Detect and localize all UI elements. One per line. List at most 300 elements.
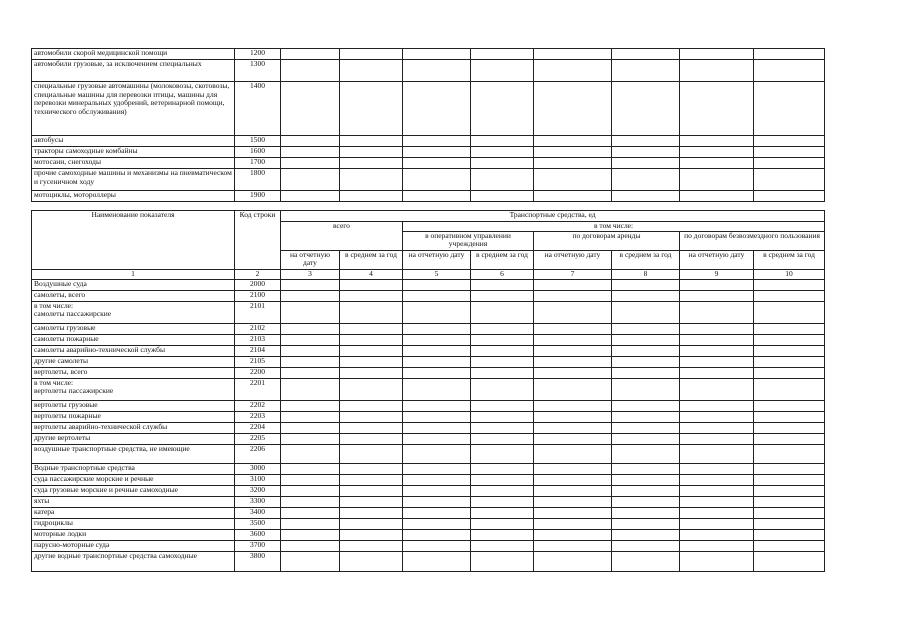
value-cell[interactable]	[340, 147, 403, 158]
value-cell[interactable]	[754, 551, 825, 571]
value-cell[interactable]	[534, 551, 612, 571]
value-cell[interactable]	[403, 49, 471, 60]
value-cell[interactable]	[754, 323, 825, 334]
value-cell[interactable]	[403, 136, 471, 147]
value-cell[interactable]	[340, 158, 403, 169]
value-cell[interactable]	[281, 518, 340, 529]
value-cell[interactable]	[534, 367, 612, 378]
indicator-name-cell: парусно-моторные суда	[32, 540, 235, 551]
value-cell[interactable]	[534, 60, 612, 82]
value-cell[interactable]	[534, 334, 612, 345]
value-cell[interactable]	[680, 518, 754, 529]
value-cell[interactable]	[534, 279, 612, 290]
value-cell[interactable]	[340, 400, 403, 411]
value-cell[interactable]	[281, 507, 340, 518]
table-row	[32, 290, 825, 301]
value-cell[interactable]	[680, 540, 754, 551]
indicator-name-cell: самолеты аварийно-технической службы	[32, 345, 235, 356]
value-cell[interactable]	[612, 433, 680, 444]
value-cell[interactable]	[612, 279, 680, 290]
value-cell[interactable]	[680, 290, 754, 301]
table-row	[32, 411, 825, 422]
row-code-cell: 2204	[235, 422, 281, 433]
value-cell[interactable]	[471, 191, 534, 202]
value-cell[interactable]	[340, 323, 403, 334]
value-cell[interactable]	[340, 356, 403, 367]
value-cell[interactable]	[680, 529, 754, 540]
value-cell[interactable]	[680, 191, 754, 202]
value-cell[interactable]	[340, 82, 403, 136]
value-cell[interactable]	[680, 378, 754, 400]
value-cell[interactable]	[471, 323, 534, 334]
value-cell[interactable]	[403, 444, 471, 463]
value-cell[interactable]	[281, 60, 340, 82]
row-code-cell: 2201	[235, 378, 281, 400]
value-cell[interactable]	[471, 158, 534, 169]
indicator-name-cell: автомобили скорой медицинской помощи	[32, 49, 235, 60]
value-cell[interactable]	[754, 158, 825, 169]
value-cell[interactable]	[612, 529, 680, 540]
value-cell[interactable]	[281, 279, 340, 290]
value-cell[interactable]	[754, 463, 825, 474]
value-cell[interactable]	[680, 474, 754, 485]
value-cell[interactable]	[403, 551, 471, 571]
row-code-cell: 3000	[235, 463, 281, 474]
table-row	[32, 191, 825, 202]
indicator-name-cell: автобусы	[32, 136, 235, 147]
value-cell[interactable]	[680, 147, 754, 158]
value-cell[interactable]	[754, 518, 825, 529]
value-cell[interactable]	[340, 507, 403, 518]
value-cell[interactable]	[534, 191, 612, 202]
value-cell[interactable]	[612, 367, 680, 378]
indicator-name-cell: в том числе: самолеты пассажирские	[32, 301, 235, 323]
value-cell[interactable]	[471, 378, 534, 400]
value-cell[interactable]	[403, 82, 471, 136]
value-cell[interactable]	[403, 345, 471, 356]
value-cell[interactable]	[754, 290, 825, 301]
value-cell[interactable]	[680, 279, 754, 290]
value-cell[interactable]	[612, 191, 680, 202]
value-cell[interactable]	[403, 158, 471, 169]
value-cell[interactable]	[612, 496, 680, 507]
value-cell[interactable]	[754, 356, 825, 367]
value-cell[interactable]	[680, 323, 754, 334]
value-cell[interactable]	[340, 518, 403, 529]
value-cell[interactable]	[281, 367, 340, 378]
value-cell[interactable]	[340, 474, 403, 485]
value-cell[interactable]	[534, 540, 612, 551]
value-cell[interactable]	[340, 169, 403, 191]
value-cell[interactable]	[534, 400, 612, 411]
value-cell[interactable]	[471, 422, 534, 433]
value-cell[interactable]	[754, 82, 825, 136]
value-cell[interactable]	[534, 433, 612, 444]
value-cell[interactable]	[680, 433, 754, 444]
value-cell[interactable]	[680, 400, 754, 411]
value-cell[interactable]	[754, 485, 825, 496]
value-cell[interactable]	[471, 356, 534, 367]
value-cell[interactable]	[281, 169, 340, 191]
table-row	[32, 279, 825, 290]
value-cell[interactable]	[340, 496, 403, 507]
value-cell[interactable]	[340, 290, 403, 301]
indicator-name-cell: Водные транспортные средства	[32, 463, 235, 474]
value-cell[interactable]	[680, 367, 754, 378]
value-cell[interactable]	[754, 345, 825, 356]
value-cell[interactable]	[471, 444, 534, 463]
value-cell[interactable]	[612, 158, 680, 169]
value-cell[interactable]	[403, 356, 471, 367]
main-table-body	[32, 279, 825, 571]
indicator-name-cell: прочие самоходные машины и механизмы на пневматическом и гусеничном ходу	[32, 169, 235, 191]
value-cell[interactable]	[754, 136, 825, 147]
value-cell[interactable]	[612, 82, 680, 136]
value-cell[interactable]	[471, 485, 534, 496]
table-row	[32, 356, 825, 367]
value-cell[interactable]	[680, 82, 754, 136]
value-cell[interactable]	[340, 367, 403, 378]
value-cell[interactable]	[612, 422, 680, 433]
value-cell[interactable]	[281, 540, 340, 551]
table-row	[32, 496, 825, 507]
value-cell[interactable]	[471, 507, 534, 518]
value-cell[interactable]	[612, 323, 680, 334]
value-cell[interactable]	[612, 169, 680, 191]
transport-means-table	[31, 210, 825, 572]
value-cell[interactable]	[403, 400, 471, 411]
value-cell[interactable]	[471, 529, 534, 540]
value-cell[interactable]	[403, 463, 471, 474]
value-cell[interactable]	[680, 496, 754, 507]
value-cell[interactable]	[281, 323, 340, 334]
value-cell[interactable]	[754, 334, 825, 345]
header-lease: по договорам аренды	[534, 231, 680, 250]
value-cell[interactable]	[680, 422, 754, 433]
value-cell[interactable]	[471, 136, 534, 147]
row-code-cell: 1200	[235, 49, 281, 60]
value-cell[interactable]	[754, 400, 825, 411]
value-cell[interactable]	[754, 60, 825, 82]
value-cell[interactable]	[403, 411, 471, 422]
value-cell[interactable]	[680, 444, 754, 463]
table-row	[32, 49, 825, 60]
table-header	[32, 211, 825, 280]
value-cell[interactable]	[612, 463, 680, 474]
value-cell[interactable]	[471, 411, 534, 422]
value-cell[interactable]	[612, 136, 680, 147]
value-cell[interactable]	[340, 540, 403, 551]
table-row	[32, 323, 825, 334]
row-code-cell: 2202	[235, 400, 281, 411]
value-cell[interactable]	[403, 60, 471, 82]
indicator-name-cell: самолеты пожарные	[32, 334, 235, 345]
value-cell[interactable]	[680, 49, 754, 60]
value-cell[interactable]	[754, 147, 825, 158]
value-cell[interactable]	[754, 529, 825, 540]
indicator-name-cell: вертолеты грузовые	[32, 400, 235, 411]
value-cell[interactable]	[340, 334, 403, 345]
value-cell[interactable]	[612, 60, 680, 82]
value-cell[interactable]	[403, 474, 471, 485]
value-cell[interactable]	[754, 496, 825, 507]
value-cell[interactable]	[534, 301, 612, 323]
value-cell[interactable]	[471, 334, 534, 345]
value-cell[interactable]	[612, 147, 680, 158]
header-code-spacer	[235, 250, 281, 269]
value-cell[interactable]	[340, 444, 403, 463]
value-cell[interactable]	[680, 507, 754, 518]
value-cell[interactable]	[754, 49, 825, 60]
table-row	[32, 485, 825, 496]
value-cell[interactable]	[281, 485, 340, 496]
value-cell[interactable]	[340, 191, 403, 202]
value-cell[interactable]	[340, 411, 403, 422]
value-cell[interactable]	[534, 529, 612, 540]
value-cell[interactable]	[612, 400, 680, 411]
value-cell[interactable]	[403, 323, 471, 334]
header-lease-avg-year: в среднем за год	[612, 250, 680, 269]
value-cell[interactable]	[754, 422, 825, 433]
table-row	[32, 433, 825, 444]
table-row	[32, 367, 825, 378]
value-cell[interactable]	[403, 334, 471, 345]
value-cell[interactable]	[534, 485, 612, 496]
value-cell[interactable]	[403, 191, 471, 202]
value-cell[interactable]	[471, 551, 534, 571]
value-cell[interactable]	[281, 463, 340, 474]
value-cell[interactable]	[680, 169, 754, 191]
value-cell[interactable]	[754, 540, 825, 551]
row-code-cell: 1700	[235, 158, 281, 169]
value-cell[interactable]	[340, 279, 403, 290]
value-cell[interactable]	[340, 433, 403, 444]
value-cell[interactable]	[680, 334, 754, 345]
value-cell[interactable]	[680, 463, 754, 474]
value-cell[interactable]	[534, 356, 612, 367]
value-cell[interactable]	[471, 279, 534, 290]
value-cell[interactable]	[534, 444, 612, 463]
value-cell[interactable]	[680, 485, 754, 496]
indicator-name-cell: другие вертолеты	[32, 433, 235, 444]
value-cell[interactable]	[340, 551, 403, 571]
value-cell[interactable]	[281, 474, 340, 485]
value-cell[interactable]	[680, 411, 754, 422]
table-row	[32, 474, 825, 485]
value-cell[interactable]	[403, 507, 471, 518]
value-cell[interactable]	[471, 49, 534, 60]
value-cell[interactable]	[403, 422, 471, 433]
value-cell[interactable]	[340, 378, 403, 400]
value-cell[interactable]	[754, 169, 825, 191]
value-cell[interactable]	[281, 444, 340, 463]
value-cell[interactable]	[340, 301, 403, 323]
value-cell[interactable]	[534, 378, 612, 400]
value-cell[interactable]	[403, 301, 471, 323]
value-cell[interactable]	[612, 444, 680, 463]
value-cell[interactable]	[612, 474, 680, 485]
row-code-cell: 1500	[235, 136, 281, 147]
value-cell[interactable]	[403, 433, 471, 444]
value-cell[interactable]	[471, 345, 534, 356]
value-cell[interactable]	[340, 485, 403, 496]
value-cell[interactable]	[471, 60, 534, 82]
value-cell[interactable]	[534, 345, 612, 356]
value-cell[interactable]	[754, 507, 825, 518]
value-cell[interactable]	[754, 279, 825, 290]
value-cell[interactable]	[612, 485, 680, 496]
value-cell[interactable]	[471, 463, 534, 474]
value-cell[interactable]	[281, 411, 340, 422]
value-cell[interactable]	[281, 191, 340, 202]
value-cell[interactable]	[471, 496, 534, 507]
value-cell[interactable]	[471, 474, 534, 485]
table-row	[32, 136, 825, 147]
indicator-name-cell: яхты	[32, 496, 235, 507]
value-cell[interactable]	[612, 378, 680, 400]
value-cell[interactable]	[281, 136, 340, 147]
value-cell[interactable]	[471, 433, 534, 444]
value-cell[interactable]	[612, 540, 680, 551]
value-cell[interactable]	[281, 422, 340, 433]
value-cell[interactable]	[754, 444, 825, 463]
value-cell[interactable]	[534, 411, 612, 422]
indicator-name-cell: вертолеты, всего	[32, 367, 235, 378]
value-cell[interactable]	[403, 279, 471, 290]
value-cell[interactable]	[403, 540, 471, 551]
value-cell[interactable]	[534, 463, 612, 474]
indicator-name-cell: суда пассажирские морские и речные	[32, 474, 235, 485]
value-cell[interactable]	[403, 485, 471, 496]
value-cell[interactable]	[340, 463, 403, 474]
value-cell[interactable]	[680, 136, 754, 147]
value-cell[interactable]	[680, 301, 754, 323]
value-cell[interactable]	[281, 378, 340, 400]
value-cell[interactable]	[281, 433, 340, 444]
value-cell[interactable]	[754, 411, 825, 422]
value-cell[interactable]	[534, 518, 612, 529]
value-cell[interactable]	[534, 474, 612, 485]
value-cell[interactable]	[754, 301, 825, 323]
value-cell[interactable]	[471, 290, 534, 301]
value-cell[interactable]	[281, 158, 340, 169]
value-cell[interactable]	[534, 82, 612, 136]
value-cell[interactable]	[471, 518, 534, 529]
value-cell[interactable]	[471, 301, 534, 323]
value-cell[interactable]	[754, 367, 825, 378]
value-cell[interactable]	[281, 529, 340, 540]
value-cell[interactable]	[281, 82, 340, 136]
value-cell[interactable]	[612, 334, 680, 345]
value-cell[interactable]	[534, 49, 612, 60]
value-cell[interactable]	[281, 345, 340, 356]
table-row	[32, 400, 825, 411]
value-cell[interactable]	[403, 378, 471, 400]
value-cell[interactable]	[281, 334, 340, 345]
value-cell[interactable]	[534, 136, 612, 147]
value-cell[interactable]	[281, 496, 340, 507]
value-cell[interactable]	[340, 49, 403, 60]
row-code-cell: 1300	[235, 60, 281, 82]
value-cell[interactable]	[471, 169, 534, 191]
value-cell[interactable]	[612, 345, 680, 356]
value-cell[interactable]	[403, 529, 471, 540]
value-cell[interactable]	[612, 518, 680, 529]
value-cell[interactable]	[281, 49, 340, 60]
value-cell[interactable]	[403, 367, 471, 378]
value-cell[interactable]	[340, 60, 403, 82]
table-row	[32, 378, 825, 400]
value-cell[interactable]	[612, 551, 680, 571]
value-cell[interactable]	[281, 301, 340, 323]
value-cell[interactable]	[754, 433, 825, 444]
value-cell[interactable]	[403, 169, 471, 191]
table-row	[32, 158, 825, 169]
indicator-name-cell: катера	[32, 507, 235, 518]
value-cell[interactable]	[281, 147, 340, 158]
value-cell[interactable]	[612, 356, 680, 367]
header-indicator-name: Наименование показателя	[32, 211, 235, 251]
value-cell[interactable]	[534, 147, 612, 158]
value-cell[interactable]	[403, 496, 471, 507]
value-cell[interactable]	[471, 367, 534, 378]
value-cell[interactable]	[403, 518, 471, 529]
value-cell[interactable]	[471, 82, 534, 136]
value-cell[interactable]	[534, 496, 612, 507]
value-cell[interactable]	[680, 158, 754, 169]
table-row	[32, 82, 825, 136]
value-cell[interactable]	[534, 169, 612, 191]
value-cell[interactable]	[612, 411, 680, 422]
value-cell[interactable]	[534, 290, 612, 301]
value-cell[interactable]	[471, 147, 534, 158]
value-cell[interactable]	[340, 136, 403, 147]
value-cell[interactable]	[680, 551, 754, 571]
value-cell[interactable]	[534, 422, 612, 433]
value-cell[interactable]	[754, 378, 825, 400]
value-cell[interactable]	[612, 301, 680, 323]
value-cell[interactable]	[534, 158, 612, 169]
value-cell[interactable]	[281, 551, 340, 571]
value-cell[interactable]	[754, 191, 825, 202]
value-cell[interactable]	[754, 474, 825, 485]
value-cell[interactable]	[281, 290, 340, 301]
indicator-name-cell: в том числе: вертолеты пассажирские	[32, 378, 235, 400]
row-code-cell: 3400	[235, 507, 281, 518]
value-cell[interactable]	[281, 356, 340, 367]
value-cell[interactable]	[471, 400, 534, 411]
column-number: 9	[680, 269, 754, 279]
value-cell[interactable]	[612, 507, 680, 518]
value-cell[interactable]	[471, 540, 534, 551]
value-cell[interactable]	[534, 507, 612, 518]
value-cell[interactable]	[534, 323, 612, 334]
value-cell[interactable]	[680, 345, 754, 356]
indicator-name-cell: специальные грузовые автомашины (молоковозы, скотовозы, специальные машины для перевозки птицы, машины для перевозки минеральных удобрений, ветеринарной помощи, технического обслуживания)	[32, 82, 235, 136]
value-cell[interactable]	[680, 356, 754, 367]
value-cell[interactable]	[403, 290, 471, 301]
value-cell[interactable]	[281, 400, 340, 411]
value-cell[interactable]	[680, 60, 754, 82]
value-cell[interactable]	[612, 49, 680, 60]
value-cell[interactable]	[340, 345, 403, 356]
value-cell[interactable]	[340, 529, 403, 540]
value-cell[interactable]	[403, 147, 471, 158]
value-cell[interactable]	[340, 422, 403, 433]
value-cell[interactable]	[612, 290, 680, 301]
header-free-use: по договорам безвозмездного пользования	[680, 231, 825, 250]
row-code-cell: 3300	[235, 496, 281, 507]
